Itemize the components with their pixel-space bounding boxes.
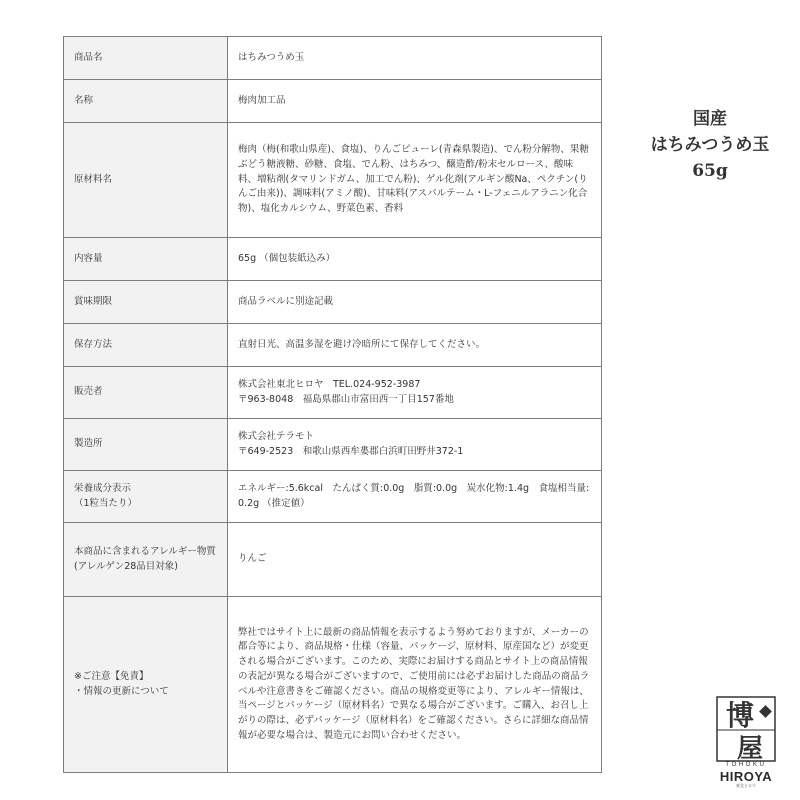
value-line: 直射日光、高温多湿を避け冷暗所にて保存してください。 [238,338,486,350]
table-row [64,80,602,123]
table-row [64,37,602,80]
table-row [64,123,602,238]
row-label [64,523,228,597]
table-row [64,324,602,367]
label-line: 内容量 [74,252,103,264]
label-line: （1粒当たり） [74,497,138,509]
row-value [228,597,602,773]
row-label [64,419,228,471]
row-value [228,80,602,123]
row-value [228,281,602,324]
row-value [228,37,602,80]
label-line: ※ご注意【免責】 [74,670,149,682]
row-value [228,238,602,281]
row-value [228,324,602,367]
value-line: りんご [238,553,267,565]
row-label [64,324,228,367]
label-line: 賞味期限 [74,295,113,307]
row-label [64,471,228,523]
value-line: 弊社ではサイト上に最新の商品情報を表示するよう努めておりますが、メーカーの都合等により、商品規格・仕様（容量、パッケージ、原材料、原産国など）が変更される場合がございます。このため、実際にお届けする商品とサイト上の商品情報の表記が異なる場合がございますので、ご使用前には必ずお届けした商品の商品ラベルや注意書きをご確認ください。商品の規格変更等により、アレルギー情報は、当ページとパッケージ（原材料名）で異なる場合がございます。ご購入、お召し上がりの際は、必ずパッケージ（原材料名）をご確認ください。さらに詳細な商品情報が必要な場合は、製造元にお問い合わせください。 [238,626,590,741]
value-line: 商品ラベルに別途記載 [238,295,334,307]
label-line: 名称 [74,94,94,106]
value-line: はちみつうめ玉 [238,51,305,63]
table-row [64,597,602,773]
product-info-table [63,36,602,773]
logo-tiny: 東北ヒロヤ [736,783,756,788]
label-line: 原材料名 [74,173,113,185]
row-label [64,123,228,238]
row-label [64,37,228,80]
value-line: エネルギー:5.6kcal たんぱく質:0.0g 脂質:0.0g 炭水化物:1.4g 食塩相当量:0.2g （推定値） [238,482,590,509]
row-value [228,471,602,523]
hiroya-logo [716,696,776,788]
table-row [64,471,602,523]
label-line: 栄養成分表示 [74,482,132,494]
value-line: 梅肉加工品 [238,94,286,106]
label-line: (アレルゲン28品目対象) [74,560,179,572]
table-row [64,419,602,471]
value-line: 〒963-8048 福島県郡山市富田西一丁目157番地 [238,393,454,405]
value-line: 65g （個包装紙込み） [238,252,336,264]
label-line: ・情報の更新について [74,685,169,697]
side-title [635,106,785,184]
row-value [228,367,602,419]
row-value [228,123,602,238]
row-label [64,367,228,419]
table-row [64,281,602,324]
hiroya-logo-mark [716,696,776,762]
value-line: 株式会社東北ヒロヤ TEL.024-952-3987 [238,378,421,390]
side-title-line: はちみつうめ玉 [650,135,770,155]
table-row [64,238,602,281]
value-line: 株式会社テラモト [238,430,315,442]
table-row [64,367,602,419]
label-line: 商品名 [74,51,103,63]
row-label [64,281,228,324]
side-title-line: 国産 [693,109,727,129]
logo-sub: TOHOKU [725,762,767,768]
label-line: 本商品に含まれるアレルギー物質 [74,545,216,557]
row-label [64,80,228,123]
row-label [64,238,228,281]
value-line: 梅肉（梅(和歌山県産)、食塩)、りんごピューレ(青森県製造)、でん粉分解物、果糖ぶどう糖液糖、砂糖、食塩、でん粉、はちみつ、醸造酢/粉末セルロース、酸味料、増粘剤(タマリンドガム、加工でん粉)、ゲル化剤(アルギン酸Na、ペクチン(りんご由来))、調味料(アミノ酸)、甘味料(アスパルテーム・L-フェニルアラニン化合物)、塩化カルシウム、野菜色素、香料 [238,144,589,215]
row-value [228,523,602,597]
row-value [228,419,602,471]
logo-kanji-bottom: 屋 [736,734,764,762]
table-row [64,523,602,597]
side-title-line: 65g [692,161,728,181]
row-label [64,597,228,773]
label-line: 保存方法 [74,338,113,350]
label-line: 販売者 [74,386,103,398]
logo-kanji-top: 博 [725,699,755,732]
label-line: 製造所 [74,438,103,450]
logo-brand: HIROYA [719,769,773,784]
value-line: 〒649-2523 和歌山県西牟婁郡白浜町田野井372-1 [238,445,464,457]
